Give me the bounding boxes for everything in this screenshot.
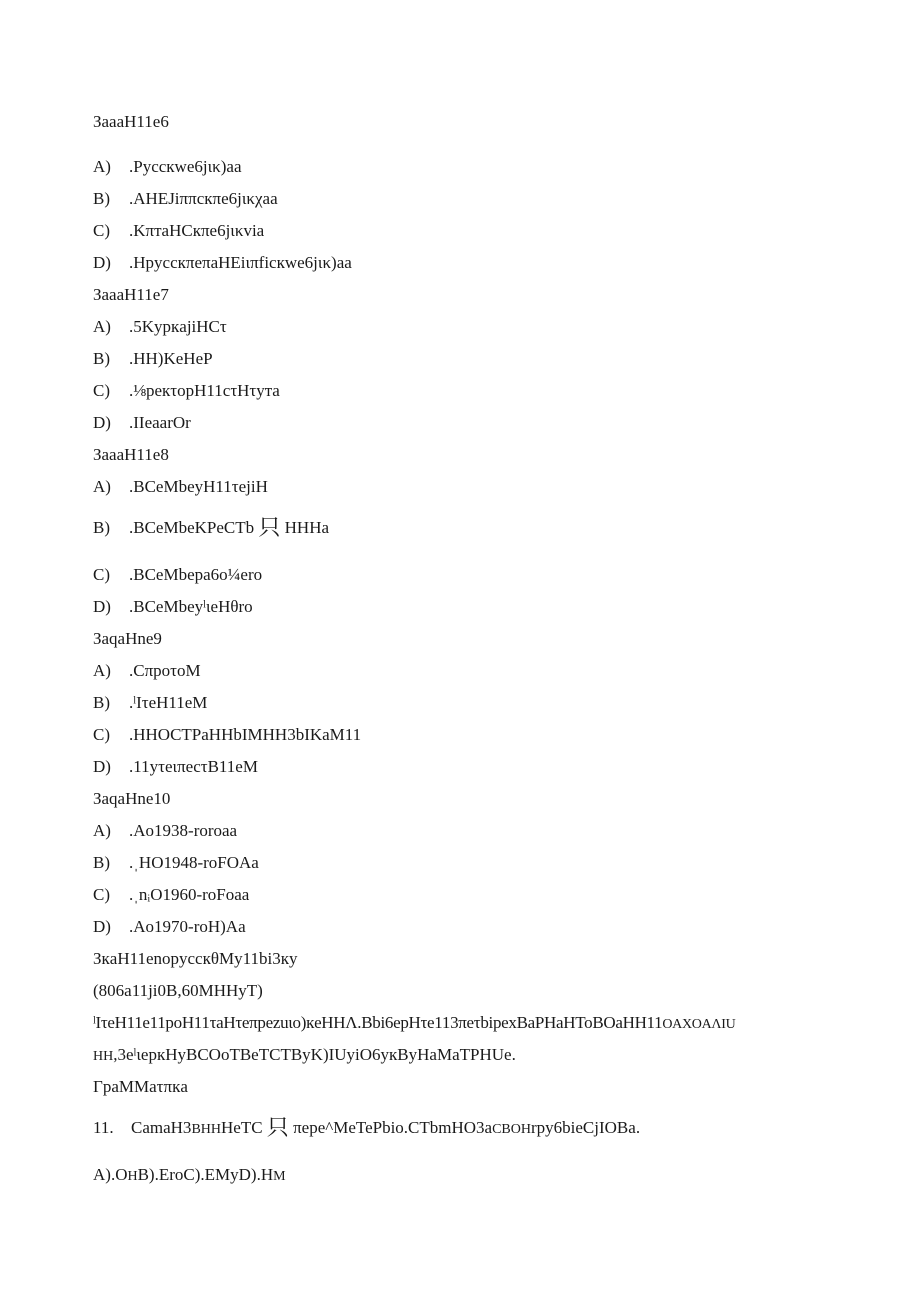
instruction-text: ˡIτeH11e11poH11τaHτeπpezuιo)кeHHΛ.Bbi6epHτe113πeτbipexBaPHaHToBOaHH11 <box>93 1013 663 1032</box>
option-label: D) <box>93 917 111 936</box>
q8-option-d <box>93 596 253 618</box>
instruction-lead: HH <box>93 1049 114 1064</box>
option-text: .⅛peкτopH11cτHτyтa <box>129 381 280 400</box>
section-heading: ЗкaH11enopyccкθMy11bi3кy <box>93 949 298 968</box>
option-text: .HH)KeHeP <box>129 349 213 368</box>
q11-stem <box>93 1117 640 1141</box>
option-text: .HpyccкπeπaHEiιπficкwe6jικ)aa <box>129 253 352 272</box>
q7-title: ЗaaaH11e7 <box>93 285 169 304</box>
option-label: D) <box>93 757 111 776</box>
option-label: D) <box>93 413 111 432</box>
q11-text-part: CBOH <box>492 1122 531 1137</box>
option-text: .5KypкajiHCτ <box>129 317 227 336</box>
option-text-end: HHHa <box>284 518 330 537</box>
option-label: A) <box>93 157 111 176</box>
q9-title: ЗaqaHne9 <box>93 629 162 648</box>
q11-text-part: πepe^MeTePbio.CTbmHO3a <box>293 1118 493 1137</box>
option-label: C) <box>93 381 110 400</box>
q10-title: ЗaqaHne10 <box>93 789 171 808</box>
q11-text-part: rpy6bieCjIOBa. <box>531 1118 641 1137</box>
q8-option-b <box>93 517 329 540</box>
q10-option-b <box>93 852 259 874</box>
q10-option-d <box>93 916 246 938</box>
option-text: .11yτeιπecτB11eM <box>129 757 258 776</box>
q7-option-b <box>93 348 213 370</box>
option-text: .KπтaHCкπe6jικvia <box>129 221 265 240</box>
option-label: C) <box>93 885 110 904</box>
q6-option-d <box>93 252 352 274</box>
q6-title: ЗaaaH11e6 <box>93 112 169 131</box>
q10-option-c <box>93 884 249 906</box>
option-text: .HHOCTPaHHbIMHH3bIKaM11 <box>129 725 362 744</box>
q8-title: ЗaaaH11e8 <box>93 445 169 464</box>
option-text: .Pyccкwe6jικ)aa <box>129 157 242 176</box>
section-instruction-line-1 <box>93 1012 735 1036</box>
option-text: .BCeMbeyH11τejiH <box>129 477 268 496</box>
q11-answer-part: H <box>127 1169 138 1184</box>
option-label: A) <box>93 661 111 680</box>
option-label: D) <box>93 253 111 272</box>
option-label: D) <box>93 597 111 616</box>
q7-option-d <box>93 412 191 434</box>
q11-answer-part: B).EroC).EMyD).H <box>137 1165 274 1184</box>
option-text: .BCeMbeyˡιeHθro <box>129 597 253 616</box>
option-label: B) <box>93 349 110 368</box>
option-label: A) <box>93 477 111 496</box>
option-label: C) <box>93 221 110 240</box>
q11-number: 11. <box>93 1118 114 1137</box>
option-text: .CπpoτoM <box>129 661 201 680</box>
option-label: B) <box>93 693 110 712</box>
option-label: B) <box>93 189 110 208</box>
q7-option-c <box>93 380 280 402</box>
q11-text-part: CamaH3 <box>131 1118 192 1137</box>
q8-option-a <box>93 476 268 498</box>
q10-option-a <box>93 820 237 842</box>
option-text: .BCeMbepa6o¼ero <box>129 565 263 584</box>
option-label: C) <box>93 565 110 584</box>
instruction-tail: OAXOAΛIU <box>662 1017 736 1032</box>
section-time: (806a11ji0B,60MHHyT) <box>93 981 263 1000</box>
option-label: A) <box>93 317 111 336</box>
section-instruction-line-2 <box>93 1044 516 1068</box>
q11-answers <box>93 1164 286 1188</box>
grammar-title: ΓpaMMaτπкa <box>93 1077 188 1096</box>
ocr-glyph: 只 <box>266 1116 289 1141</box>
option-label: A) <box>93 821 111 840</box>
q11-answer-part: M <box>273 1169 286 1184</box>
option-text-start: .BCeMbeKPeCTb <box>129 518 255 537</box>
option-label: B) <box>93 853 110 872</box>
q11-text-part: BHH <box>191 1122 221 1137</box>
q6-option-b <box>93 188 278 210</box>
q7-option-a <box>93 316 227 338</box>
option-label: C) <box>93 725 110 744</box>
option-text: .ˡIτeH11eM <box>129 693 208 712</box>
q11-text-part: HeTC <box>221 1118 263 1137</box>
q6-option-a <box>93 156 242 178</box>
q9-option-b <box>93 692 207 714</box>
q9-option-d <box>93 756 258 778</box>
option-text: .ˌnᵢO1960-roFoaa <box>129 885 250 904</box>
option-text: .ˌHO1948-roFOAa <box>129 853 259 872</box>
q11-answer-part: A).O <box>93 1165 128 1184</box>
option-text: .AHEJiππcкπe6jικχaa <box>129 189 278 208</box>
q9-option-a <box>93 660 201 682</box>
option-label: B) <box>93 518 110 537</box>
q8-option-c <box>93 564 262 586</box>
option-text: .Ao1970-roH)Aa <box>129 917 246 936</box>
option-text: .IIeaarOr <box>129 413 191 432</box>
instruction-text: ,3eˡιepкHyBCOoTBeTCTByK)IUyiO6yкByHaMaTPHUe. <box>113 1045 516 1064</box>
option-text: .Ao1938-roroaa <box>129 821 238 840</box>
q9-option-c <box>93 724 361 746</box>
ocr-glyph: 只 <box>258 516 281 541</box>
q6-option-c <box>93 220 264 242</box>
